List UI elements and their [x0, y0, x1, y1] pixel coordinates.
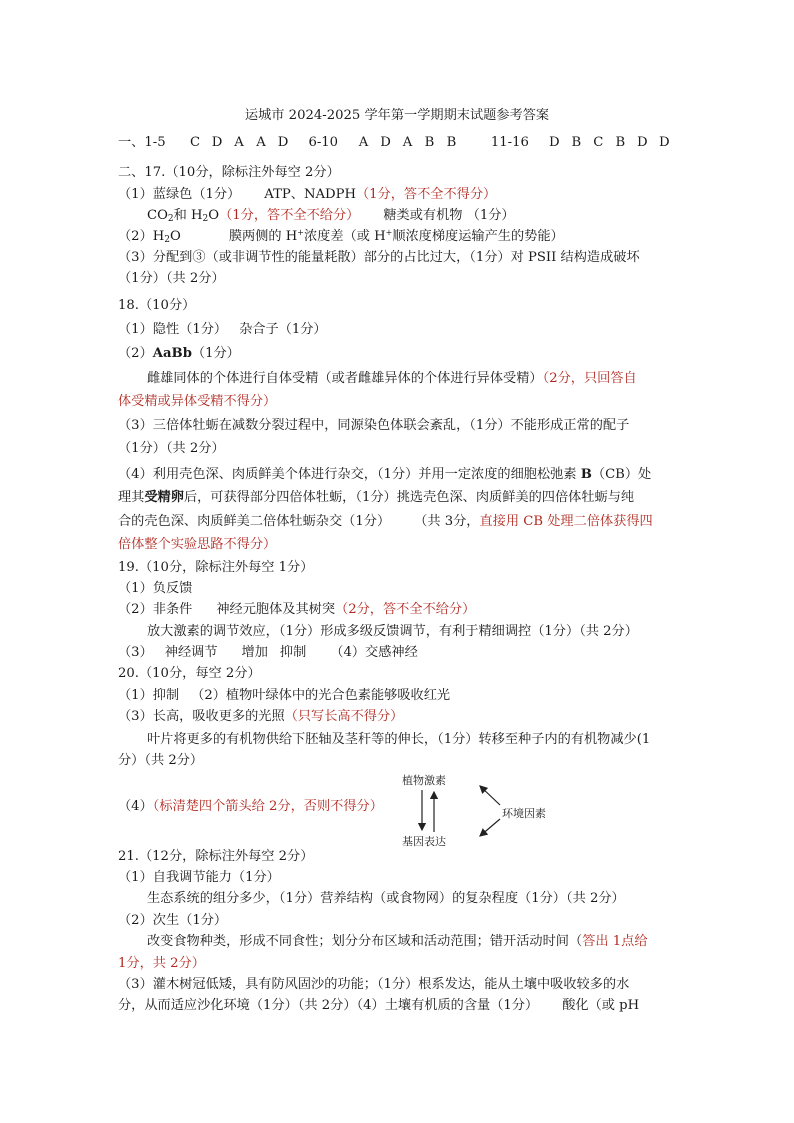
text: （3） — [118, 645, 153, 660]
text: 分，从而适应沙化环境（1分）（共 2分）（4）土壤有机质的含量（1分） — [118, 998, 539, 1013]
answer: C — [593, 135, 604, 150]
node-environment: 环境因素 — [502, 807, 546, 820]
text: （2）H — [118, 229, 165, 244]
arrow-env-to-gene — [480, 819, 500, 836]
answer: B — [424, 135, 435, 150]
hormone-diagram — [402, 770, 562, 852]
section-prefix: 一、 — [118, 135, 145, 150]
range-label-2: 6-10 — [308, 135, 339, 150]
q18-line-2 — [118, 345, 240, 363]
q18-line-9 — [118, 513, 653, 531]
q18-line-6: （1分）（共 2分） — [118, 441, 225, 456]
superscript: + — [297, 228, 304, 237]
text: （2）植物叶绿体中的光合色素能够吸收红光 — [191, 688, 451, 703]
text: 改变食物种类，形成不同食性；划分分布区域和活动范围；错开活动时间（ — [147, 934, 583, 949]
text: CO — [147, 208, 168, 223]
answer: B — [615, 135, 626, 150]
answer: D — [277, 135, 289, 150]
q21-line-1: （1）自我调节能力（1分） — [118, 870, 280, 885]
q21-header: 21.（12分，除标注外每空 2分） — [118, 849, 314, 864]
q20-line-2 — [118, 708, 403, 726]
q21-line-5: 1分，共 2分） — [118, 956, 205, 971]
q17-line-3 — [118, 228, 564, 246]
answer: A — [256, 135, 266, 150]
red-note: （只写长高不得分） — [284, 709, 404, 724]
red-note: （1分，答不全不得分） — [355, 187, 497, 202]
answer: A — [402, 135, 413, 150]
text: 受精卵 — [144, 490, 184, 505]
genotype: AaBb — [152, 346, 192, 361]
text: 抑制 — [279, 645, 307, 660]
answer: D — [549, 135, 560, 150]
text: （1）隐性（1分） — [118, 322, 228, 337]
q17-line-2 — [147, 207, 515, 225]
text: （1）抑制 — [118, 688, 180, 703]
red-note: 答出 1点给 — [582, 934, 648, 949]
q17-line-5: （1分）（共 2分） — [118, 271, 225, 286]
mc-answers-line — [118, 134, 675, 152]
text: 神经元胞体及其树突 — [216, 602, 336, 617]
q20-header: 20.（10分，每空 2分） — [118, 666, 261, 681]
answer: B — [446, 135, 457, 150]
text: （4）交感神经 — [330, 645, 418, 660]
text: 后，可获得部分四倍体牡蛎，（1分）挑选壳色深、肉质鲜美的四倍体牡蛎与纯 — [183, 490, 635, 505]
text: （3）长高，吸收更多的光照 — [118, 709, 285, 724]
text: 神经调节 — [164, 645, 218, 660]
q20-line-1 — [118, 687, 450, 705]
arrow-env-to-hormone — [480, 786, 500, 805]
q21-line-2: 生态系统的组分多少，（1分）营养结构（或食物网）的复杂程度（1分）（共 2分） — [147, 891, 625, 906]
text: 和 H — [173, 208, 203, 223]
red-note: （1分，答不全不给分） — [219, 208, 360, 223]
q18-line-7 — [118, 466, 651, 484]
text: 糖类或有机物 （1分） — [383, 208, 515, 223]
text: （CB）处 — [591, 467, 652, 482]
text: 膜两侧的 H — [228, 229, 298, 244]
q20-line-5 — [118, 798, 383, 816]
range-label-1: 1-5 — [144, 135, 166, 150]
text: 雌雄同体的个体进行自体受精（或者雌雄异体的个体进行异体受精） — [147, 371, 543, 386]
q19-line-2 — [118, 601, 475, 619]
text: （2） — [118, 346, 153, 361]
text: （共 3分， — [414, 514, 480, 529]
answer: D — [380, 135, 391, 150]
text: 增加 — [241, 645, 268, 660]
q18-line-4: 体受精或异体受精不得分） — [118, 394, 277, 409]
q17-line-1 — [118, 186, 496, 204]
text: （4） — [118, 799, 153, 814]
text: （2）非条件 — [118, 602, 193, 617]
red-note: （标清楚四个箭头给 2分，否则不得分） — [152, 799, 383, 814]
q18-line-10: 倍体整个实验思路不得分） — [118, 537, 277, 552]
range-label-3: 11-16 — [490, 135, 529, 150]
q19-line-3: 放大激素的调节效应，（1分）形成多级反馈调节，有利于精细调控（1分）（共 2分） — [147, 624, 638, 639]
text: 酸化（或 pH — [562, 998, 640, 1013]
node-gene-expression: 基因表达 — [402, 835, 446, 848]
text: O — [208, 208, 220, 223]
red-note: （2分，只回答自 — [542, 371, 637, 386]
node-plant-hormone: 植物激素 — [402, 774, 446, 787]
red-note: 直接用 CB 处理二倍体获得四 — [479, 514, 653, 529]
text: 杂合子（1分） — [239, 322, 327, 337]
q19-line-1: （1）负反馈 — [118, 581, 193, 596]
answer: C — [189, 135, 201, 150]
answer: A — [234, 135, 244, 150]
subscript: 2 — [202, 214, 209, 224]
q18-line-5: （3）三倍体牡蛎在减数分裂过程中，同源染色体联会紊乱，（1分）不能形成正常的配子 — [118, 418, 630, 433]
text: 顺浓度梯度运输产生的势能） — [392, 229, 564, 244]
q17-header: 二、17.（10分，除标注外每空 2分） — [118, 165, 340, 180]
q18-line-3 — [147, 370, 637, 388]
text: 浓度差（或 H — [303, 229, 386, 244]
text: 理其 — [118, 490, 145, 505]
answer: A — [358, 135, 369, 150]
q21-line-6: （3）灌木树冠低矮，具有防风固沙的功能；（1分）根系发达，能从土壤中吸收较多的水 — [118, 977, 630, 992]
q18-header: 18.（10分） — [118, 298, 196, 313]
answer: B — [571, 135, 582, 150]
subscript: 2 — [167, 214, 174, 224]
superscript: + — [385, 228, 393, 237]
text: ATP、NADPH — [264, 187, 356, 202]
q20-line-4: 分）（共 2分） — [118, 753, 204, 768]
q19-header: 19.（10分，除标注外每空 1分） — [118, 560, 314, 575]
q17-line-4: （3）分配到③（或非调节性的能量耗散）部分的占比过大，（1分）对 PSII 结构造成破坏 — [118, 250, 640, 265]
text: O — [170, 229, 181, 244]
subscript: 2 — [164, 235, 170, 245]
q21-line-3: （2）次生（1分） — [118, 913, 228, 928]
answer: D — [211, 135, 223, 150]
q18-line-8 — [118, 489, 634, 507]
q21-line-4 — [147, 933, 648, 951]
red-note: （2分，答不全不给分） — [335, 602, 476, 617]
answer: D — [637, 135, 648, 150]
answer: D — [659, 135, 670, 150]
text: 合的壳色深、肉质鲜美二倍体牡蛎杂交（1分） — [118, 514, 391, 529]
page-title: 运城市 2024-2025 学年第一学期期末试题参考答案 — [244, 108, 550, 123]
text: B — [580, 467, 592, 482]
text: （4）利用壳色深、肉质鲜美个体进行杂交，（1分）并用一定浓度的细胞松弛素 — [118, 467, 581, 482]
q21-line-7 — [118, 997, 639, 1015]
text: （1分） — [191, 346, 240, 361]
q19-line-4 — [118, 644, 418, 662]
q18-line-1 — [118, 321, 327, 339]
text: （1）蓝绿色（1分） — [118, 187, 241, 202]
q20-line-3: 叶片将更多的有机物供给下胚轴及茎秆等的伸长，（1分）转移至种子内的有机物减少(1 — [147, 732, 651, 747]
